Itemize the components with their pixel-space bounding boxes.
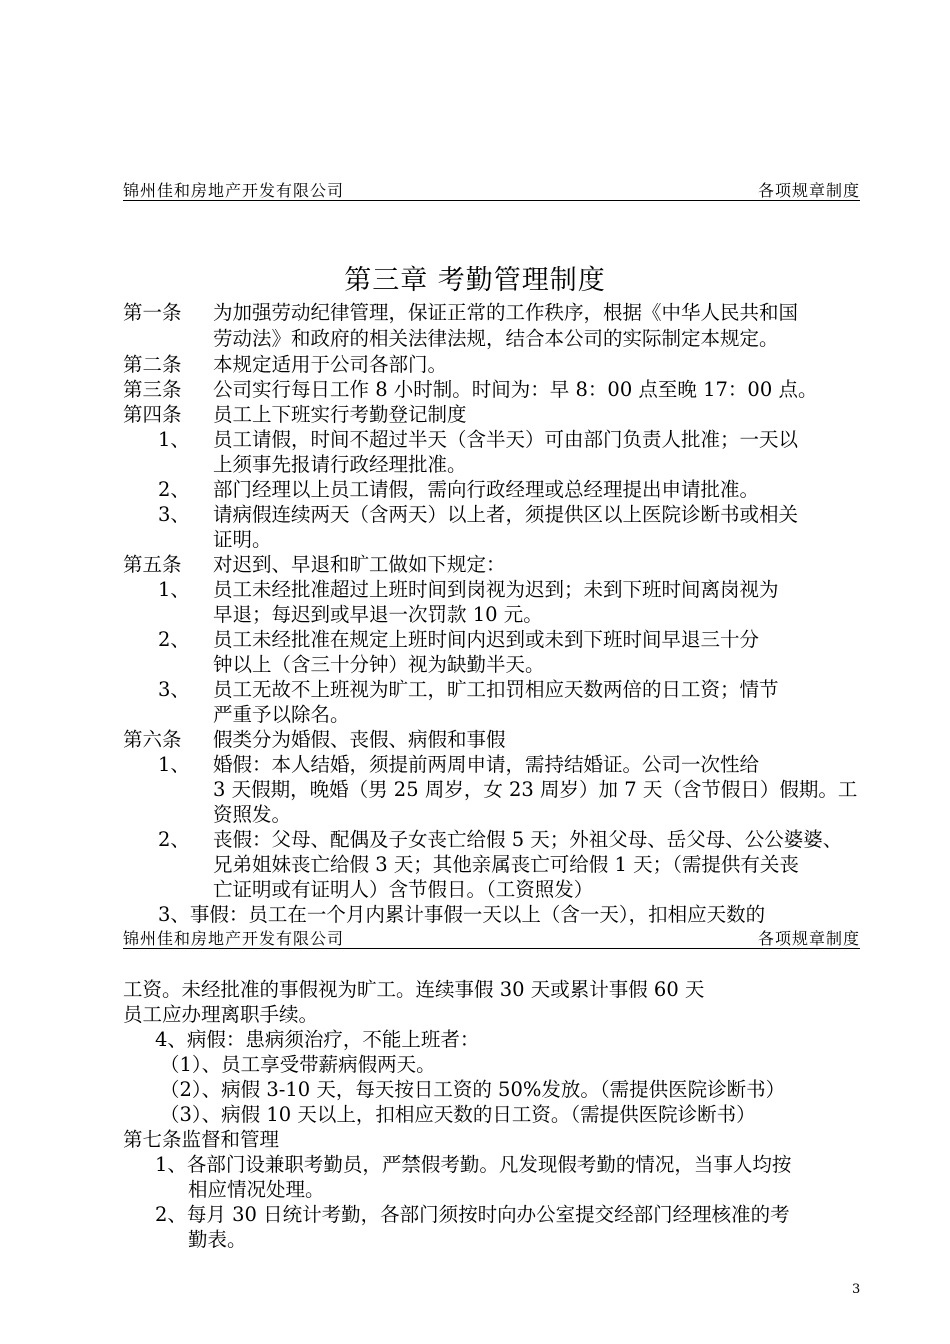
page-header-repeat xyxy=(123,924,860,949)
text-line: 相应情况处理。 xyxy=(188,1178,325,1201)
text-line: （2）、病假 3-10 天，每天按日工资的 50%发放。（需提供医院诊断书） xyxy=(160,1078,786,1101)
text-line: 工资。未经批准的事假视为旷工。连续事假 30 天或累计事假 60 天 xyxy=(123,978,705,1001)
text-line: （3）、病假 10 天以上，扣相应天数的日工资。（需提供医院诊断书） xyxy=(160,1103,756,1126)
text-line: 员工应办理离职手续。 xyxy=(123,1003,319,1026)
text-line: 上须事先报请行政经理批准。 xyxy=(213,453,467,476)
item-number: 2、 xyxy=(158,478,190,501)
text-line: 员工请假，时间不超过半天（含半天）可由部门负责人批准；一天以 xyxy=(213,428,799,451)
header-company: 锦州佳和房地产开发有限公司 xyxy=(123,181,345,200)
text-line: 请病假连续两天（含两天）以上者，须提供区以上医院诊断书或相关 xyxy=(213,503,799,526)
article-label: 第四条 xyxy=(123,403,182,426)
header-section: 各项规章制度 xyxy=(757,929,860,948)
item-number: 1、 xyxy=(158,578,190,601)
text-line: 对迟到、早退和旷工做如下规定： xyxy=(213,553,506,576)
item-number: 3、 xyxy=(158,678,190,701)
article-label: 第二条 xyxy=(123,353,182,376)
text-line: 4、病假：患病须治疗，不能上班者： xyxy=(155,1028,480,1051)
text-line: 本规定适用于公司各部门。 xyxy=(213,353,448,376)
item-number: 2、 xyxy=(158,828,190,851)
text-line: 假类分为婚假、丧假、病假和事假 xyxy=(213,728,506,751)
article-label: 第六条 xyxy=(123,728,182,751)
page-header xyxy=(123,176,860,201)
chapter-title: 第三章 考勤管理制度 xyxy=(344,265,606,296)
article-label: 第一条 xyxy=(123,301,182,324)
article-label: 第七条监督和管理 xyxy=(123,1128,280,1151)
text-line: 员工上下班实行考勤登记制度 xyxy=(213,403,467,426)
item-number: 2、 xyxy=(158,628,190,651)
header-company: 锦州佳和房地产开发有限公司 xyxy=(123,929,345,948)
header-section: 各项规章制度 xyxy=(757,181,860,200)
text-line: 3 天假期，晚婚（男 25 周岁，女 23 周岁）加 7 天（含节假日）假期。工 xyxy=(213,778,858,801)
item-number: 1、 xyxy=(158,428,190,451)
text-line: 证明。 xyxy=(213,528,272,551)
text-line: 3、事假：员工在一个月内累计事假一天以上（含一天），扣相应天数的 xyxy=(158,903,766,926)
text-line: 严重予以除名。 xyxy=(213,703,350,726)
text-line: 亡证明或有证明人）含节假日。（工资照发） xyxy=(213,878,594,901)
text-line: 员工未经批准超过上班时间到岗视为迟到；未到下班时间离岗视为 xyxy=(213,578,779,601)
text-line: 钟以上（含三十分钟）视为缺勤半天。 xyxy=(213,653,545,676)
text-line: 劳动法》和政府的相关法律法规，结合本公司的实际制定本规定。 xyxy=(213,327,779,350)
text-line: 为加强劳动纪律管理，保证正常的工作秩序，根据《中华人民共和国 xyxy=(213,301,799,324)
text-line: 部门经理以上员工请假，需向行政经理或总经理提出申请批准。 xyxy=(213,478,760,501)
text-line: 早退；每迟到或早退一次罚款 10 元。 xyxy=(213,603,543,626)
text-line: 资照发。 xyxy=(213,803,292,826)
text-line: 婚假：本人结婚，须提前两周申请，需持结婚证。公司一次性给 xyxy=(213,753,760,776)
text-line: 兄弟姐妹丧亡给假 3 天；其他亲属丧亡可给假 1 天；（需提供有关丧 xyxy=(213,853,799,876)
article-label: 第五条 xyxy=(123,553,182,576)
page-number: 3 xyxy=(852,1282,861,1297)
text-line: 2、每月 30 日统计考勤，各部门须按时向办公室提交经部门经理核准的考 xyxy=(155,1203,790,1226)
text-line: 员工无故不上班视为旷工，旷工扣罚相应天数两倍的日工资；情节 xyxy=(213,678,779,701)
text-line: 丧假：父母、配偶及子女丧亡给假 5 天；外祖父母、岳父母、公公婆婆、 xyxy=(213,828,843,851)
text-line: （1）、员工享受带薪病假两天。 xyxy=(160,1053,436,1076)
text-line: 勤表。 xyxy=(188,1228,247,1251)
item-number: 3、 xyxy=(158,503,190,526)
text-line: 1、各部门设兼职考勤员，严禁假考勤。凡发现假考勤的情况，当事人均按 xyxy=(155,1153,792,1176)
text-line: 公司实行每日工作 8 小时制。时间为：早 8：00 点至晚 17：00 点。 xyxy=(213,378,818,401)
article-label: 第三条 xyxy=(123,378,182,401)
item-number: 1、 xyxy=(158,753,190,776)
text-line: 员工未经批准在规定上班时间内迟到或未到下班时间早退三十分 xyxy=(213,628,760,651)
